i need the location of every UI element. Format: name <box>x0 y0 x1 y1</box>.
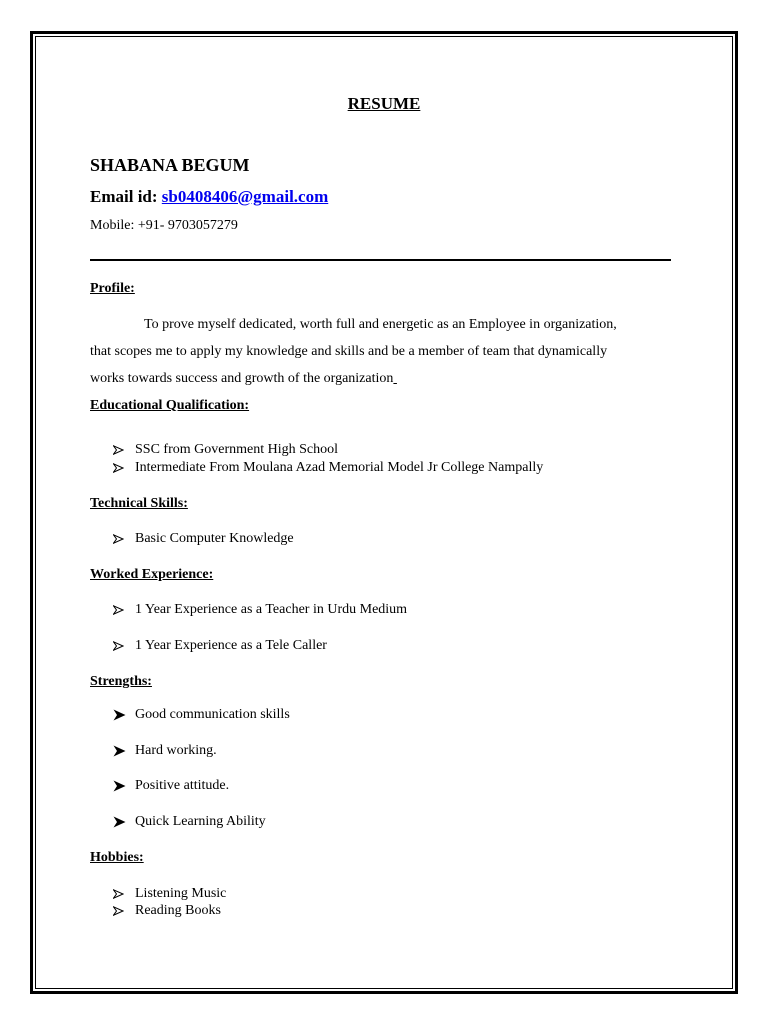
strength-item: Hard working. <box>113 743 217 759</box>
strength-item: Good communication skills <box>113 707 290 723</box>
strength-item: Positive attitude. <box>113 778 229 794</box>
arrow-bullet-icon <box>113 534 135 544</box>
horizontal-rule <box>90 259 671 261</box>
email-link[interactable]: sb0408406@gmail.com <box>161 187 329 206</box>
strengths-heading: Strengths: <box>90 674 152 689</box>
profile-line-1: To prove myself dedicated, worth full and energetic as an Employee in organization, <box>144 317 617 332</box>
profile-line-3: works towards success and growth of the organization <box>90 371 394 386</box>
candidate-name: SHABANA BEGUM <box>90 155 250 175</box>
document-title: RESUME <box>347 94 421 113</box>
experience-item: 1 Year Experience as a Tele Caller <box>113 638 327 654</box>
technical-skills-heading: Technical Skills: <box>90 496 188 511</box>
profile-heading: Profile: <box>90 281 135 296</box>
arrow-bullet-icon <box>113 906 135 916</box>
experience-item: 1 Year Experience as a Teacher in Urdu Medium <box>113 602 407 618</box>
education-heading: Educational Qualification: <box>90 398 250 413</box>
arrow-bullet-icon <box>113 463 135 473</box>
education-item: SSC from Government High School <box>113 442 338 458</box>
arrow-bullet-icon <box>113 816 135 828</box>
arrow-bullet-icon <box>113 445 135 455</box>
page-border-inner <box>35 36 733 989</box>
arrow-bullet-icon <box>113 745 135 757</box>
arrow-bullet-icon <box>113 889 135 899</box>
mobile-number: Mobile: +91- 9703057279 <box>90 218 238 233</box>
arrow-bullet-icon <box>113 709 135 721</box>
hobbies-heading: Hobbies: <box>90 850 144 865</box>
strength-item: Quick Learning Ability <box>113 814 266 830</box>
hobby-item: Reading Books <box>113 903 221 919</box>
hobby-item: Listening Music <box>113 886 226 902</box>
arrow-bullet-icon <box>113 780 135 792</box>
education-item: Intermediate From Moulana Azad Memorial Model Jr College Nampally <box>113 460 543 476</box>
arrow-bullet-icon <box>113 605 135 615</box>
email-label: Email id: <box>90 187 158 206</box>
technical-skill-item: Basic Computer Knowledge <box>113 531 294 547</box>
arrow-bullet-icon <box>113 641 135 651</box>
profile-line-2: that scopes me to apply my knowledge and skills and be a member of team that dynamically <box>90 344 608 359</box>
experience-heading: Worked Experience: <box>90 567 214 582</box>
email-line <box>90 187 328 207</box>
